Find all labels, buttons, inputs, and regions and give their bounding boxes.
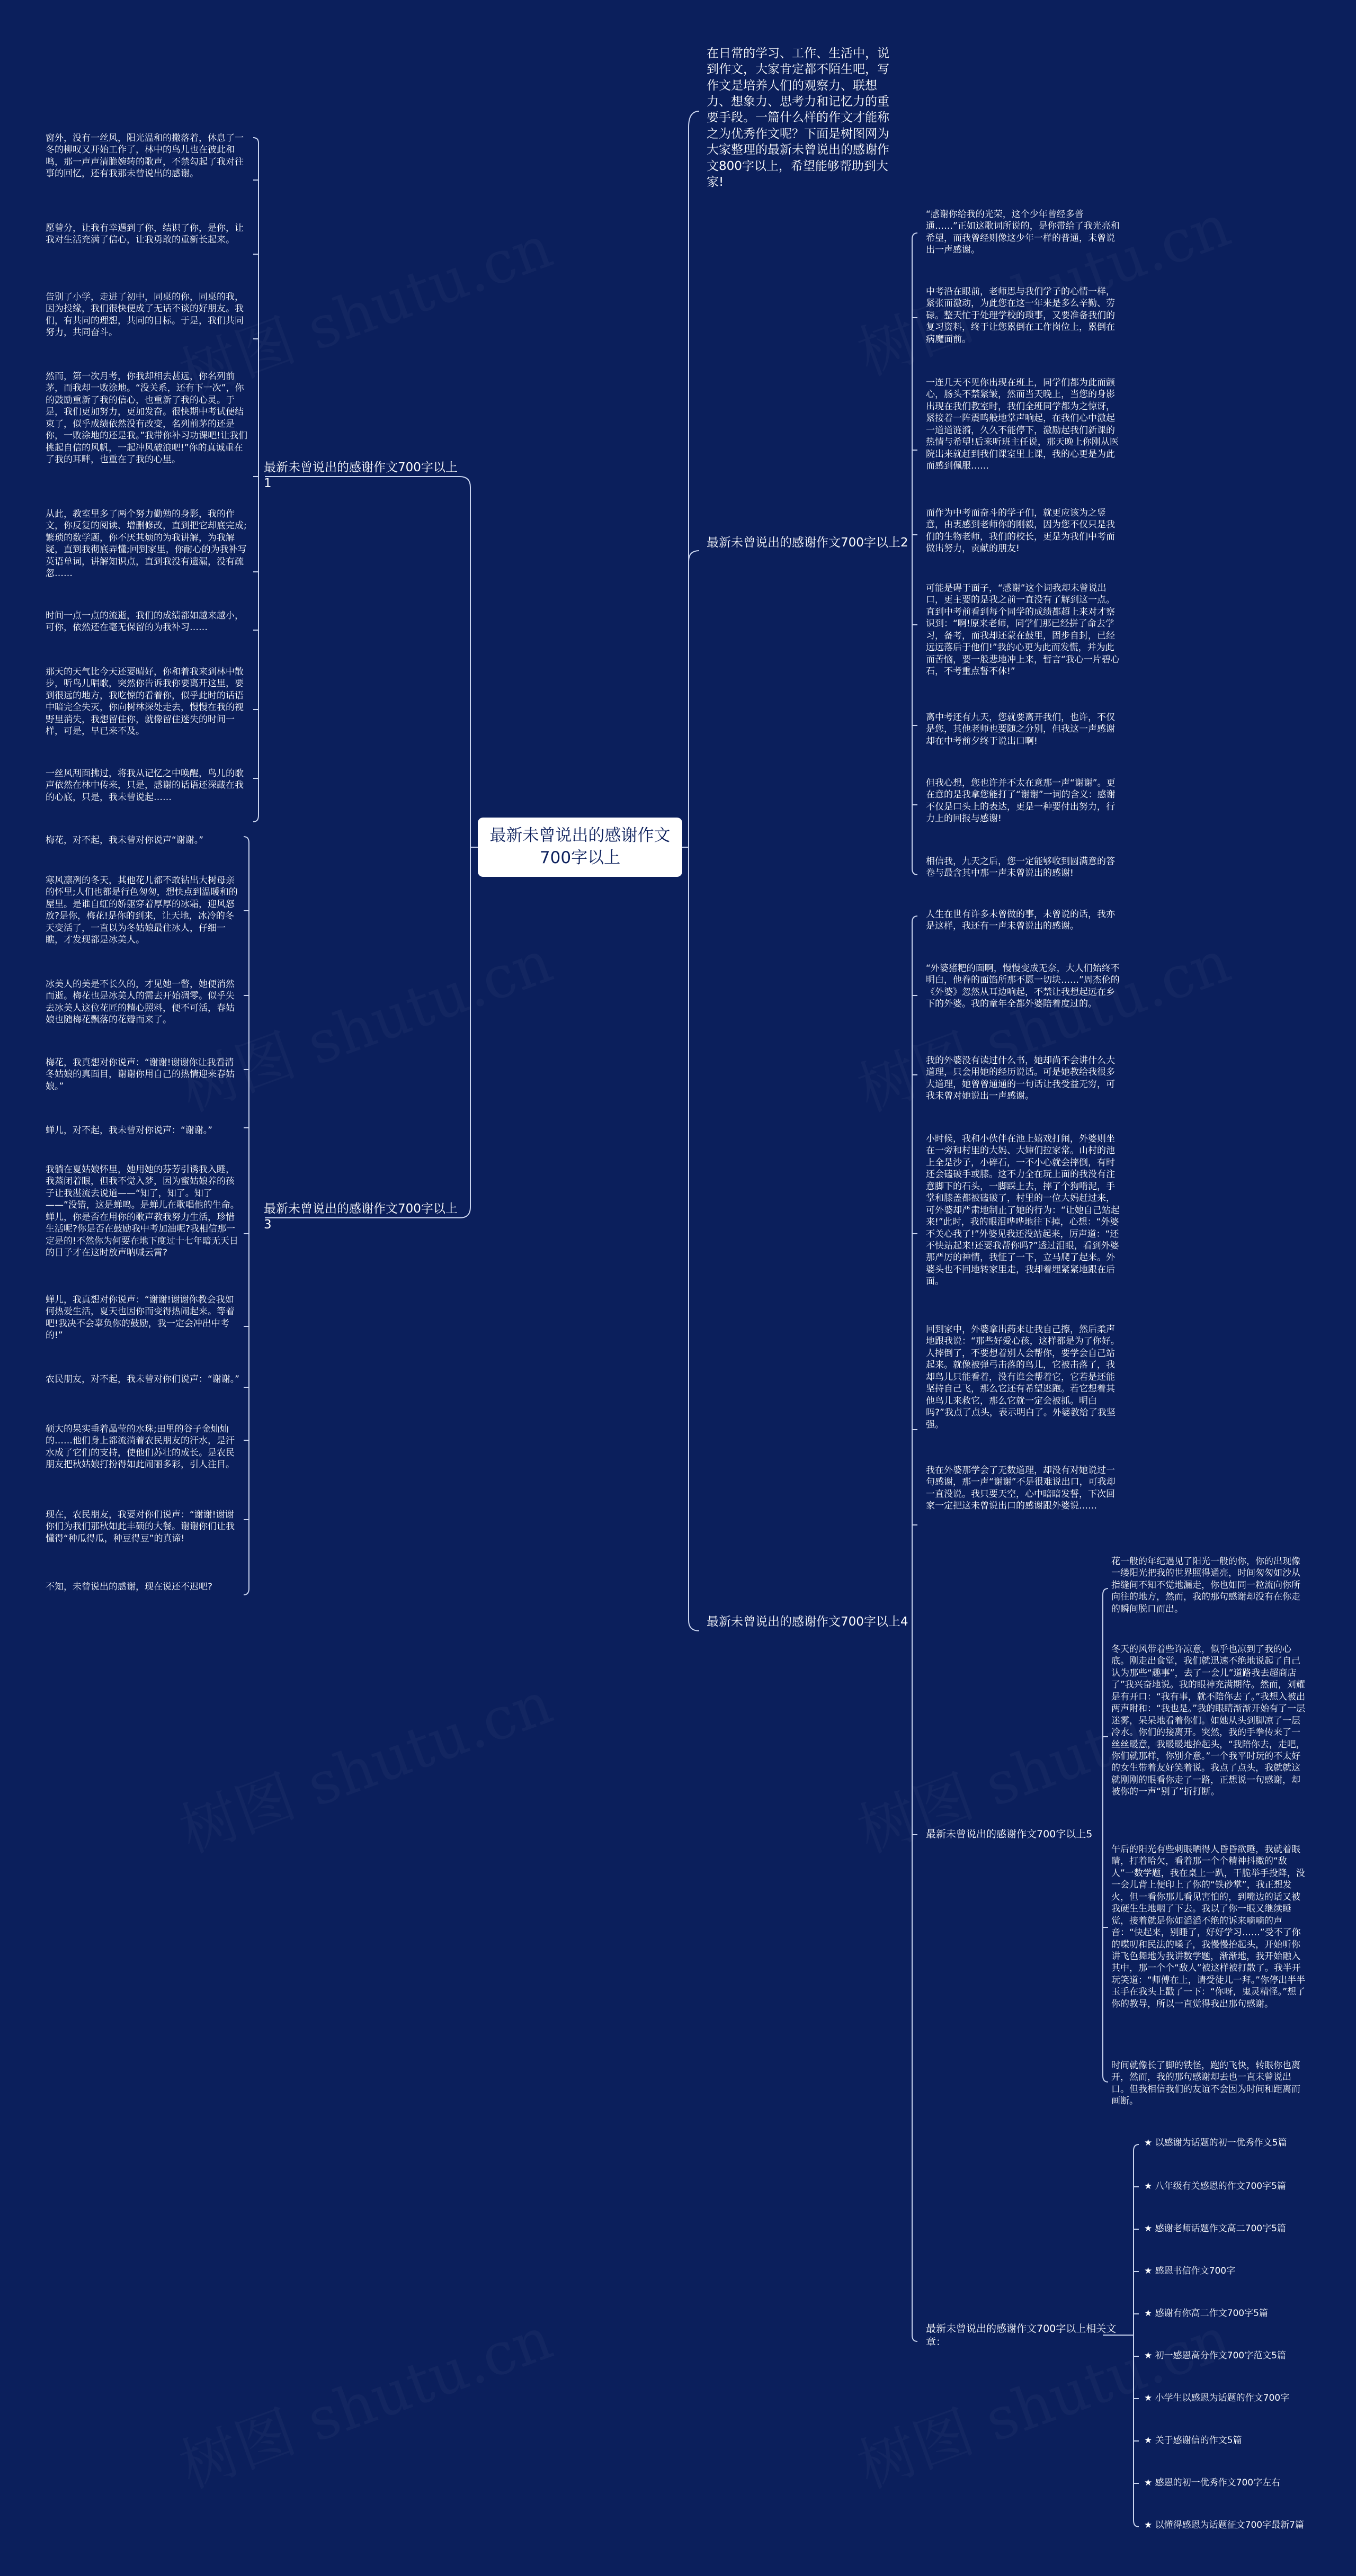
- connector-right-stem: [689, 111, 699, 847]
- leaf-b3-11: 不知，未曾说出的感谢，现在说还不迟吧?: [46, 1582, 213, 1592]
- leaf-b1-1: 窗外，没有一丝风，阳光温和的撒落着，休息了一冬的柳叹又开始工作了，林中的鸟儿也在彼此和鸣，那一声声清脆婉转的歌声，不禁勾起了我对往事的回忆，还有我那未曾说出的感谢。: [46, 133, 244, 179]
- connector-right-b4: [689, 847, 699, 1631]
- leaf-b3-10: 现在，农民朋友，我要对你们说声：“谢谢!谢谢你们为我们那秋如此丰硕的大餐。谢谢你们让我懂得“种瓜得瓜，种豆得豆”的真谛!: [46, 1510, 235, 1544]
- leaf-b2-7: 但我心想，您也许并不太在意那一声“谢谢”。更在意的是我拿您能打了“谢谢”一词的含义：感谢不仅是口头上的表达，更是一种要付出努力，行力上的回报与感谢!: [926, 778, 1116, 824]
- leaf-b2-5: 可能是碍于面子，“感谢”这个词我却未曾说出口，更主要的是我之前一直没有了解到这一点。直到中考前看到每个同学的成绩都超上来对才察识到：“啊!原来老师，同学们那已经拼了命去学习，备考，而我却还蒙在鼓里，固步自封，已经远远落后于他们!”我的心更为此而发慌，并为此而苦恼，要一般悲地冲上来，暂言“我心一片碧心石，不考重点誓不休!”: [926, 583, 1120, 677]
- related-link[interactable]: ★ 感谢老师话题作文高二700字5篇: [1144, 2223, 1286, 2234]
- bracket-b3: [244, 837, 249, 1595]
- leaf-b4-3: 我的外婆没有读过什么书，她却尚不会讲什么大道理，只会用她的经历说话。可是她教给我很多大道理，她曾曾通通的一句话让我受益无穷，可我未曾对她说出一声感谢。: [926, 1055, 1115, 1102]
- leaf-b5-3: 午后的阳光有些刺眼晒得人昏昏欲睡，我就着眼睛，打着哈欠，看着那一个个精神抖擞的“敌人”一数学题，我在桌上一趴，干脆举手投降，没一会儿背上便印上了你的“铁砂掌”，我正想发火，但一看你那儿看见害怕的，到嘴边的话又被我硬生生地咽了下去。我以了你一眼又继续睡觉，接着就是你如滔滔不绝的诉来嘀嘀的声音：“快起来，别睡了，好好学习……”受不了你的喋叨和民法的嗓子，我慢慢抬起头，开始听你讲飞色舞地为我讲数学题，渐渐地，我开始融入其中，那一个个“敌人”被这样被打散了。我半开玩笑道：“师傅在上，请受徒儿一拜。”你停出半半玉手在我头上戳了一下：“你呀，鬼灵精怪。”想了你的教导，所以一直觉得我出那句感谢。: [1111, 1844, 1306, 2009]
- intro-text: 在日常的学习、工作、生活中，说到作文，大家肯定都不陌生吧，写作文是培养人们的观察力、联想力、想象力、思考力和记忆力的重要手段。一篇什么样的作文才能称之为优秀作文呢？下面是树图网为大家整理的最新未曾说出的感谢作文800字以上，希望能够帮助到大家!: [707, 47, 889, 189]
- related-link[interactable]: ★ 以感谢为话题的初一优秀作文5篇: [1144, 2138, 1287, 2148]
- leaf-b2-4: 而作为中考而奋斗的学子们，就更应该为之竖意，由衷感到老师你的刚毅，因为您不仅只是我们的生物老师，我们的校长，更是为我们中考而做出努力，贡献的朋友!: [926, 508, 1115, 554]
- related-link[interactable]: ★ 关于感谢信的作文5篇: [1144, 2435, 1242, 2446]
- leaf-b3-6: 我躺在夏姑娘怀里，她用她的芬芳引诱我入睡，我蒸闭着眼，但我不觉入梦，因为蜜姑娘养的孩子让我湛流去说道——“知了，知了。知了——”没错，这是蝉鸣。是蝉儿在歌唱他的生命。蝉儿，你是否在用你的歌声教我努力生活，珍惜生活呢?你是否在鼓励我中考加油呢?我相信那一定是的!不然你为何要在地下度过十七年暗无天日的日子才在这时放声呐喊云霄?: [46, 1164, 239, 1259]
- leaf-b3-2: 寒风凛冽的冬天，其他花儿都不敢钻出大树母亲的怀里;人们也都是行色匆匆，想快点到温暖和的屋里。是谁自虹的娇躯穿着厚厚的冰霜，迎风怒放?是你，梅花!是你的到来，让天地，冰冷的冬天变活了，一直以为冬姑娘最住冰人，仔细一瞧，才发现都是冰美人。: [46, 875, 238, 946]
- branch-label-3[interactable]: 最新未曾说出的感谢作文700字以上3: [264, 1202, 458, 1232]
- connector-right-b2: [689, 551, 699, 847]
- center-topic[interactable]: 最新未曾说出的感谢作文700字以上: [478, 818, 682, 877]
- related-link[interactable]: ★ 感谢有你高二作文700字5篇: [1144, 2308, 1268, 2319]
- branch-label-related[interactable]: 最新未曾说出的感谢作文700字以上相关文章：: [926, 2323, 1117, 2348]
- leaf-b1-4: 然而，第一次月考，你我却相去甚远，你名列前茅，而我却一败涂地。“没关系，还有下一次”，你的鼓励重新了我的信心，也重新了我的心灵。于是，我们更加努力，更加发奋。很快期中考试便结束了，似乎成绩依然没有改变，名列前茅的还是你，一败涂地的还是我。”我带你补习功课吧!让我们挑起自信的风帆，一起冲风破浪吧!”你的真诚重在了我的耳畔，也重在了我的心里。: [46, 371, 248, 465]
- leaf-b3-9: 硕大的果实垂着晶莹的水珠;田里的谷子金灿灿的……他们身上都流淌着农民朋友的汗水，是汗水成了它们的支持，使他们苏壮的成长。是农民朋友把秋姑娘打扮得如此闹丽多彩，引人注目。: [46, 1424, 235, 1470]
- leaf-b3-3: 冰美人的美是不长久的，才见她一瞥，她便消然而逝。梅花也是冰美人的需去开始凋零。似乎失去冰美人这位花匠的精心照料，便不可活，春姑娘也随梅花飘落的花瓣而来了。: [46, 979, 235, 1026]
- branch-label-2[interactable]: 最新未曾说出的感谢作文700字以上2: [707, 536, 908, 550]
- leaf-b1-8: 一丝风刮面拂过，将我从记忆之中唤醒，鸟儿的歌声依然在林中传来，只是，感谢的话语还深藏在我的心底，只是，我未曾说起……: [46, 768, 244, 803]
- leaf-b2-8: 相信我，九天之后，您一定能够收到圆满意的答卷与最含其中那一声未曾说出的感谢!: [926, 856, 1115, 879]
- related-link[interactable]: ★ 感恩书信作文700字: [1144, 2266, 1236, 2276]
- leaf-b5-1: 花一般的年纪遇见了阳光一般的你，你的出现像一缕阳光把我的世界照得通亮，时间匆匆如沙从指缝间不知不觉地漏走，你也如同一粒流向你所向往的地方，然而，我的那句感谢却没有在你走的瞬间脱口而出。: [1111, 1556, 1300, 1614]
- leaf-b2-3: 一连几天不见你出现在班上，同学们都为此而颤心，肠头不禁紧皱，然而当天晚上，当您的身影出现在我们教室时，我们全班同学都为之惊讶，紧接着一阵震鸣般地掌声响起，在我们心中激起一道道涟漪，久久不能停下，激励起我们新课的热情与希望!后来听班主任说，那天晚上你刚从医院出来就赶到我们课室里上课，我的心更是为此而感到佩服……: [926, 378, 1119, 472]
- leaf-b4-6: 我在外婆那学会了无数道理，却没有对她说过一句感谢，那一声“谢谢”不是很难说出口，可我却一直没说。我只要天空，心中暗暗发誓，下次回家一定把这未曾说出口的感谢跟外婆说……: [926, 1465, 1116, 1512]
- leaf-b1-3: 告别了小学，走进了初中，同桌的你，同桌的我，因为投缘，我们很快便成了无话不谈的好朋友。我们，有共同的理想，共同的目标。于是，我们共同努力，共同奋斗。: [46, 292, 244, 338]
- related-link[interactable]: ★ 八年级有关感恩的作文700字5篇: [1144, 2181, 1286, 2192]
- leaf-b4-5: 回到家中，外婆拿出药来让我自己擦，然后柔声地跟我说：“那些好爱心孩，这样都是为了你好。人摔倒了，不要想着别人会帮你，要学会自己站起来。就像被弹弓击落的鸟儿，它被击落了，我却鸟儿只能看着，没有谁会帮着它，它若是还能坚持自己飞，那么它还有希望逃跑。若它想着其他鸟儿来救它，那么它就一定会被抓。明白吗?”我点了点头，表示明白了。外婆教给了我坚强。: [926, 1324, 1120, 1430]
- leaf-b2-2: 中考沿在眼前，老师思与我们学子的心情一样，紧张而激动，为此您在这一年来是多么辛勤、劳碌。整天忙于处理学校的琐事，又要准备我们的复习资料，终于让您累倒在工作岗位上，累倒在病魔面前。: [926, 286, 1115, 345]
- leaf-b1-6: 时间一点一点的流逝，我们的成绩都如越来越小，可你，依然还在毫无保留的为我补习……: [46, 611, 244, 633]
- leaf-b4-2: “外婆猪粑的面啊，慢慢变成无奈，大人们始终不明白，他眷的面馅所那不愿一切块……”周杰伦的《外婆》忽然从耳边响起，不禁让我想起远在乡下的外婆。我的童年全都外婆陪着度过的。: [926, 963, 1120, 1010]
- leaf-b3-4: 梅花，我真想对你说声：“谢谢!谢谢你让我看清冬姑娘的真面目，谢谢你用自己的热情迎来春姑娘。”: [46, 1057, 235, 1092]
- leaf-b1-2: 愿曾分，让我有幸遇到了你，结识了你，是你，让我对生活充满了信心，让我勇敢的重新长起来。: [46, 223, 244, 246]
- leaf-b3-8: 农民朋友，对不起，我未曾对你们说声：“谢谢。”: [46, 1374, 240, 1385]
- related-link[interactable]: ★ 小学生以感恩为话题的作文700字: [1144, 2393, 1290, 2403]
- bracket-b1: [253, 138, 258, 822]
- leaf-b1-5: 从此，教室里多了两个努力勤勉的身影，我的作文，你反复的阅读、增删修改，直到把它却底完成;繁琐的数学题，你不厌其烦的为我讲解，为我解疑，直到我彻底弄懂;回到家里，你耐心的为我补写英语单词，讲解知识点，直到我没有遗漏，没有疏忽……: [46, 509, 247, 579]
- leaf-b3-7: 蝉儿，我真想对你说声：“谢谢!谢谢你教会我如何热爱生活，夏天也因你而变得热闹起来。等着吧!我决不会辜负你的鼓励，我一定会冲出中考的!”: [46, 1295, 235, 1341]
- related-link[interactable]: ★ 以懂得感恩为话题征文700字最新7篇: [1144, 2520, 1304, 2530]
- related-link[interactable]: ★ 初一感恩高分作文700字范文5篇: [1144, 2350, 1286, 2361]
- leaf-b2-1: “感谢你给我的光荣，这个少年曾经多普通……”正如这歌词所说的，是你带给了我光亮和希望，而我曾经则像这少年一样的普通，未曾说出一声感谢。: [926, 209, 1120, 256]
- bracket-b4: [912, 916, 917, 2341]
- leaf-b1-7: 那天的天气比今天还要晴好，你和着我来到林中散步，听鸟儿唱歌，突然你告诉我你要离开这里，要到很远的地方，我吃惊的看着你，似乎此时的话语中暗完全失灭，你向树林深处走去，慢慢在我的视野里消失，我想留住你，就像留住迷失的时间一样，可是，早已来不及。: [46, 667, 244, 737]
- branch-label-4[interactable]: 最新未曾说出的感谢作文700字以上4: [707, 1615, 908, 1629]
- leaf-b5-2: 冬天的风带着些许凉意，似乎也凉到了我的心底。刚走出食堂，我们就迅速不绝地说起了自己认为那些“趣事”，去了一会儿”道路我去超商店了”我兴奋地说。我的眼神充满期待。然而，刘耀是有开口：“我有事，就不陪你去了。”我想入被出两声附和：“我也是。”我的眼睛渐渐开始有了一层迷雾，呆呆地看着你们。如她从头到脚凉了一层冷水。你们的接离开。突然，我的手拳传来了一丝丝暖意，我暖暖地抬起头，“我陪你去，走吧，你们就那样，你别介意。”一个我平时玩的不太好的女生带着友好笑着说。我点了点头，我就就这就刚刚的眼看你走了一路，正想说一句感谢，却被你的一声“别了”折打断。: [1111, 1644, 1306, 1798]
- bracket-b5: [1103, 1588, 1108, 2082]
- leaf-b2-6: 离中考还有九天，您就要离开我们，也许，不仅是您，其他老师也要随之分别，但我这一声感谢却在中考前夕终于说出口啊!: [926, 712, 1115, 747]
- leaf-b3-5: 蝉儿，对不起，我未曾对你说声：“谢谢。”: [46, 1125, 213, 1136]
- branch-label-1[interactable]: 最新未曾说出的感谢作文700字以上1: [264, 461, 458, 491]
- leaf-b3-1: 梅花，对不起，我未曾对你说声“谢谢。”: [46, 835, 204, 846]
- related-link[interactable]: ★ 感恩的初一优秀作文700字左右: [1144, 2478, 1281, 2488]
- leaf-b4-4: 小时候，我和小伙伴在池上嬉戏打闹，外婆则坐在一旁和村里的大妈、大婶们拉家常。山村的池上全是沙子，小碎石，一不小心就会摔倒，有时还会磕破手或膝。这不力全在玩上面的我没有注意脚下的石头，一脚踩上去，摔了个狗啃泥，手掌和膝盖都被磕破了，村里的一位大妈赶过来，可外婆却严肃地制止了她的行为：“让她自己站起来!”此时，我的眼泪哗哗地往下掉，心想：“外婆不关心我了!”外婆见我还没站起来，厉声道：“还不快站起来!还要我帮你吗?”透过泪眼，看到外婆那严厉的神情，我怔了一下，立马爬了起来。外婆头也不回地转家里走，我却着埋紧紧地跟在后面。: [926, 1134, 1120, 1287]
- branch-label-5[interactable]: 最新未曾说出的感谢作文700字以上5: [926, 1828, 1093, 1840]
- leaf-b5-4: 时间就像长了脚的铁怪，跑的飞快，转眼你也离开，然而，我的那句感谢却去也一直未曾说出口。但我相信我们的友谊不会因为时间和距离而画断。: [1111, 2060, 1300, 2107]
- leaf-b4-1: 人生在世有许多未曾做的事，未曾说的话，我亦是这样，我还有一声未曾说出的感谢。: [926, 909, 1115, 932]
- connector-left-b1: [265, 477, 470, 847]
